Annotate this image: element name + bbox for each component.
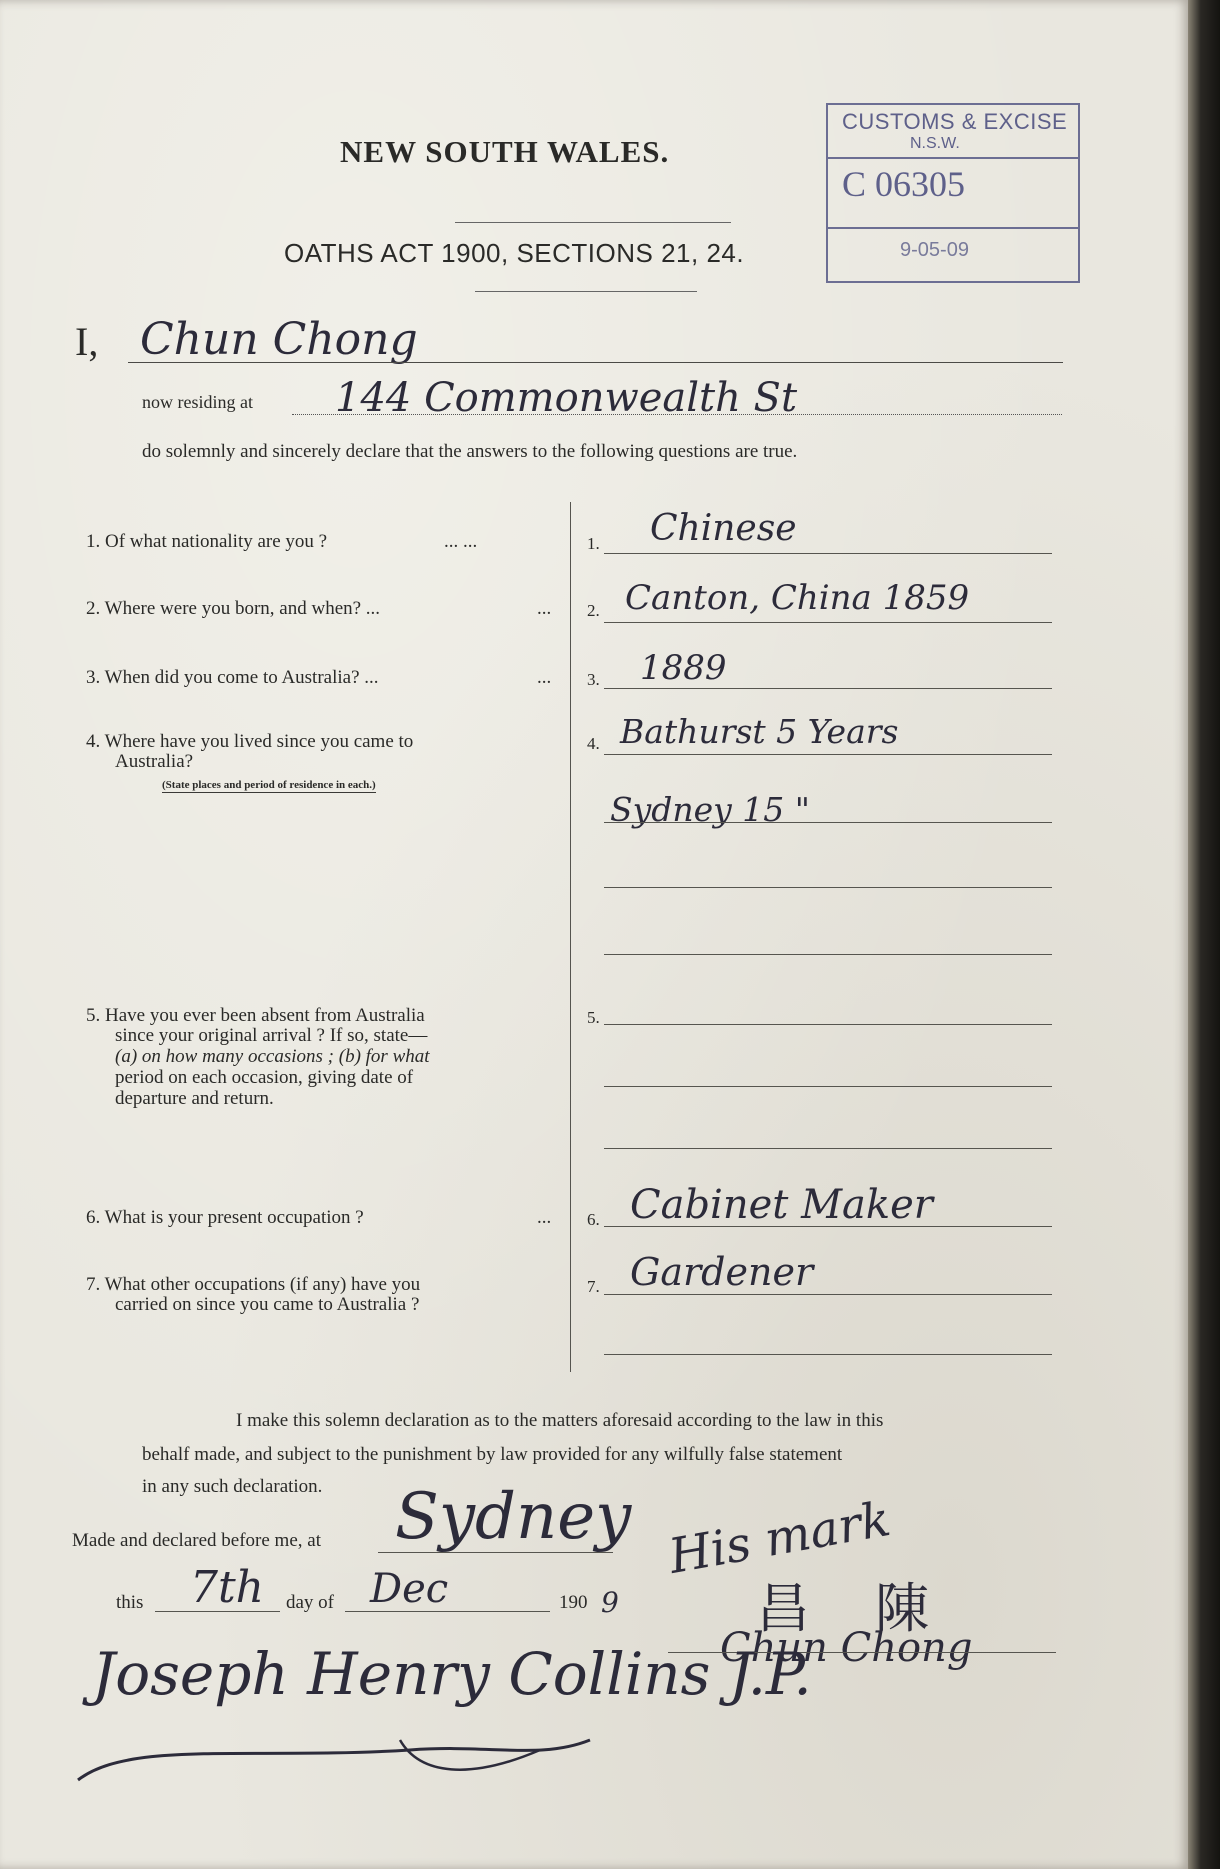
question-2 (86, 598, 380, 619)
answer-5-extra-line-1 (604, 1086, 1052, 1087)
stamp-customs-text: CUSTOMS & EXCISE (842, 109, 1068, 134)
stamp-divider (828, 227, 1078, 229)
question-7-text-1: What other occupations (if any) have you (104, 1274, 421, 1295)
answer-7-line (604, 1294, 1052, 1295)
day-line (155, 1611, 280, 1612)
declarant-name: Chun Chong (140, 314, 418, 365)
month-line (345, 1611, 550, 1612)
question-4-text-2: Australia? (115, 751, 194, 772)
name-line (128, 362, 1063, 363)
made-place-line (378, 1552, 613, 1553)
closing-line-3: in any such declaration. (142, 1476, 323, 1497)
this-label: this (116, 1592, 144, 1613)
declaration-text: do solemnly and sincerely declare that the answers to the following questions are true. (142, 441, 798, 462)
question-5-text-4: period on each occasion, giving date of (115, 1067, 414, 1088)
question-6-dots: ... (537, 1207, 552, 1228)
question-4-number: 4. (86, 731, 101, 752)
header-rule-2 (475, 291, 697, 292)
question-4 (86, 731, 413, 752)
answer-3-line (604, 688, 1052, 689)
residing-address: 144 Commonwealth St (335, 375, 798, 421)
closing-line-2: behalf made, and subject to the punishment by law provided for any wilfully false statement (142, 1444, 843, 1465)
answer-6: Cabinet Maker (630, 1182, 933, 1228)
answer-1-line (604, 553, 1052, 554)
question-2-dots: ... (537, 598, 552, 619)
answer-1: Chinese (650, 508, 797, 549)
question-5-text-5: departure and return. (115, 1088, 274, 1109)
year-suffix: 9 (601, 1586, 619, 1619)
question-6 (86, 1207, 364, 1228)
answer-2-line (604, 622, 1052, 623)
question-1-number: 1. (86, 531, 101, 552)
column-divider (570, 502, 571, 1372)
year-prefix: 190 (559, 1592, 588, 1613)
answer-6-line (604, 1226, 1052, 1227)
answer-5-line (604, 1024, 1052, 1025)
answer-4: Bathurst 5 Years (620, 712, 899, 751)
answer-4-extra-line-2 (604, 887, 1052, 888)
answer-2-number: 2. (587, 601, 600, 620)
declarant-prefix: I, (75, 319, 99, 364)
answer-4-extra-line-1 (604, 822, 1052, 823)
question-4-text-1: Where have you lived since you came to (104, 731, 414, 752)
answer-6-number: 6. (587, 1210, 600, 1229)
made-place: Sydney (395, 1480, 632, 1554)
chinese-signature: 昌 陳 (756, 1577, 954, 1640)
question-1 (86, 531, 327, 552)
his-mark: His mark (664, 1491, 895, 1585)
question-4-note: (State places and period of residence in each.) (162, 779, 376, 791)
question-7-number: 7. (86, 1274, 101, 1295)
question-5-text-3: (a) on how many occasions ; (b) for what (115, 1046, 430, 1067)
answer-7-number: 7. (587, 1277, 600, 1296)
answer-4-number: 4. (587, 734, 600, 753)
jp-flourish (70, 1680, 630, 1790)
answer-4-extra-line-3 (604, 954, 1052, 955)
question-2-text: Where were you born, and when? ... (104, 598, 381, 619)
closing-line-1: I make this solemn declaration as to the matters aforesaid according to the law in this (236, 1410, 884, 1431)
day-of-label: day of (286, 1592, 335, 1613)
question-3 (86, 667, 379, 688)
question-5-number: 5. (86, 1005, 101, 1026)
jp-signature: Joseph Henry Collins J.P. (92, 1640, 812, 1708)
question-7 (86, 1274, 420, 1295)
made-month: Dec (370, 1566, 449, 1612)
answer-5-number: 5. (587, 1008, 600, 1027)
answer-1-number: 1. (587, 534, 600, 553)
answer-7: Gardener (630, 1250, 814, 1294)
header-rule-1 (455, 222, 731, 223)
stamp-divider (828, 157, 1078, 159)
question-6-text: What is your present occupation ? (104, 1207, 364, 1228)
question-3-dots: ... (537, 667, 552, 688)
answer-5-extra-line-2 (604, 1148, 1052, 1149)
act-heading: OATHS ACT 1900, SECTIONS 21, 24. (284, 238, 745, 268)
jp-flourish-loop (400, 1740, 540, 1770)
answer-2: Canton, China 1859 (625, 578, 970, 618)
answer-7-extra-line (604, 1354, 1052, 1355)
question-3-number: 3. (86, 667, 101, 688)
customs-stamp (826, 103, 1080, 283)
made-label: Made and declared before me, at (72, 1530, 321, 1551)
question-2-number: 2. (86, 598, 101, 619)
address-line (292, 414, 1062, 415)
question-1-text: Of what nationality are you ? (105, 531, 328, 552)
question-5-text-2: since your original arrival ? If so, state— (115, 1025, 428, 1046)
question-5-text-1: Have you ever been absent from Australia (105, 1005, 425, 1026)
question-1-dots: ... ... (444, 531, 478, 552)
answer-3: 1889 (640, 648, 727, 688)
question-5 (86, 1005, 425, 1026)
chun-chong-signature: Chun Chong (720, 1625, 973, 1671)
stamp-nsw-text: N.S.W. (910, 135, 960, 152)
stamp-date: 9-05-09 (900, 239, 969, 261)
answer-4-line-2: Sydney 15 " (610, 790, 810, 829)
question-6-number: 6. (86, 1207, 101, 1228)
residing-label: now residing at (142, 392, 253, 412)
page-edge (1188, 0, 1220, 1869)
answer-4-line (604, 754, 1052, 755)
question-3-text: When did you come to Australia? ... (104, 667, 379, 688)
question-7-text-2: carried on since you came to Australia ? (115, 1294, 420, 1315)
made-day: 7th (190, 1562, 265, 1613)
state-heading: NEW SOUTH WALES. (340, 134, 670, 169)
answer-3-number: 3. (587, 670, 600, 689)
stamp-number: C 06305 (842, 164, 966, 204)
